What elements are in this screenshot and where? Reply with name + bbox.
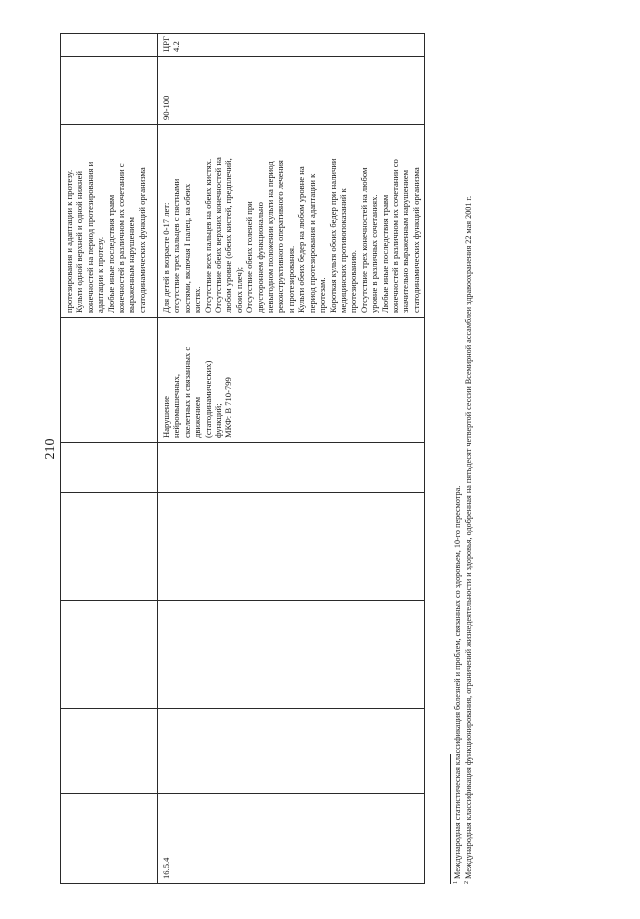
text-line: костями, включая I палец, на обеих bbox=[181, 183, 192, 313]
footnote-text: Международная классификация функционирования, ограничений жизнедеятельности и здоровья, одобренная на пятьдесят четвертой сессии Всемирной ассамблеи здравоохранения 22 мая 2001 г. bbox=[463, 195, 473, 879]
text-line: уровне в различных сочетаниях. bbox=[369, 194, 380, 313]
text-line: скелетных и связанных с bbox=[181, 346, 192, 438]
text-line: реконструктивного оперативного лечения bbox=[275, 160, 286, 313]
footnote-1 bbox=[453, 34, 464, 884]
criteria-text bbox=[161, 129, 421, 313]
footnote-mark: 1 bbox=[453, 881, 459, 884]
table-cell bbox=[158, 493, 425, 601]
function-text bbox=[161, 322, 234, 438]
table-cell bbox=[61, 318, 158, 443]
table-row-16-5-4 bbox=[158, 34, 425, 884]
text-line: статодинамических функций организма bbox=[136, 167, 147, 313]
text-line: МКФ: В 710-799 bbox=[223, 377, 234, 438]
text-line: отсутствие трех пальцев с пястными bbox=[171, 178, 182, 313]
table-cell bbox=[61, 493, 158, 601]
footnote-2 bbox=[464, 34, 475, 884]
percent-cell bbox=[158, 57, 425, 125]
table-row-continued bbox=[61, 34, 158, 884]
percent-value: 90-100 bbox=[161, 95, 171, 120]
text-line: Отсутствие обеих голеней при bbox=[244, 201, 255, 313]
continued-criteria-cell bbox=[61, 125, 158, 318]
text-line: конечностей на период протезирования и bbox=[84, 161, 95, 313]
reference-code: ЦРГ 4.2 bbox=[161, 36, 182, 52]
row-code: 16.5.4 bbox=[161, 857, 171, 879]
text-line: статодинамических функций организма bbox=[410, 167, 421, 313]
text-line: конечностей в различном их сочетании с bbox=[116, 163, 127, 313]
text-line: Культи одной верхней и одной нижней bbox=[74, 171, 85, 313]
text-line: Отсутствие обеих верхних конечностей на bbox=[213, 157, 224, 313]
text-line: двустороннем функционально bbox=[254, 202, 265, 313]
text-line: выраженным нарушением bbox=[126, 217, 137, 313]
footnotes bbox=[450, 34, 474, 884]
criteria-table bbox=[60, 33, 425, 884]
text-line: Любые иные последствия травм bbox=[379, 194, 390, 313]
table-cell bbox=[61, 34, 158, 57]
footnote-mark: 2 bbox=[463, 881, 470, 884]
text-line: невыгодном положении культи на период bbox=[265, 161, 276, 313]
text-line: Короткая культя обоих бедер при наличии bbox=[327, 158, 338, 313]
text-line: и протезирования. bbox=[285, 245, 296, 313]
text-line: (статодинамических) bbox=[202, 360, 213, 438]
landscape-page-content bbox=[60, 34, 480, 884]
text-line: Нарушение bbox=[161, 396, 171, 438]
row-code-cell bbox=[158, 794, 425, 884]
reference-cell bbox=[158, 34, 425, 57]
page-number: 210 bbox=[43, 438, 58, 460]
table-cell bbox=[61, 601, 158, 709]
text-line: Отсутствие трех конечностей на любом bbox=[358, 167, 369, 313]
function-cell bbox=[158, 318, 425, 443]
text-line: обоих плеч); bbox=[233, 266, 244, 313]
text-line: Отсутствие всех пальцев на обеих кистях. bbox=[202, 158, 213, 313]
text-line: Для детей в возрасте 0-17 лет: bbox=[161, 202, 171, 313]
text-line: конечностей в различном их сочетании со bbox=[389, 159, 400, 313]
text-line: адаптации к протезу. bbox=[95, 237, 106, 313]
table-cell bbox=[158, 601, 425, 709]
text-line: медицинских противопоказаний к bbox=[337, 188, 348, 313]
table-cell bbox=[61, 57, 158, 125]
table-cell bbox=[158, 709, 425, 794]
table-cell bbox=[61, 443, 158, 493]
text-line: протезированию. bbox=[348, 250, 359, 313]
text-line: протезирования и адаптации к протезу. bbox=[64, 169, 74, 313]
text-line: движением bbox=[192, 396, 203, 438]
text-line: функций; bbox=[213, 403, 224, 438]
text-line: значительно выраженным нарушением bbox=[400, 169, 411, 313]
text-line: Культи обеих бедер на любом уровне на bbox=[296, 166, 307, 313]
footnote-text: Международная статистическая классификация болезней и проблем, связанных со здоровьем, 10-го пересмотра. bbox=[453, 485, 462, 879]
text-line: любом уровне (обеих кистей, предплечий, bbox=[223, 158, 234, 313]
footnote-divider bbox=[450, 754, 451, 884]
text-line: нейромышечных, bbox=[171, 373, 182, 438]
text-line: протезам. bbox=[317, 277, 328, 313]
continued-criteria-text bbox=[64, 129, 147, 313]
table-cell bbox=[158, 443, 425, 493]
text-line: Любые иные последствия травм bbox=[105, 194, 116, 313]
criteria-cell bbox=[158, 125, 425, 318]
text-line: кистях. bbox=[192, 286, 203, 313]
table-cell bbox=[61, 794, 158, 884]
text-line: период протезирования и адаптации к bbox=[306, 173, 317, 313]
table-cell bbox=[61, 709, 158, 794]
